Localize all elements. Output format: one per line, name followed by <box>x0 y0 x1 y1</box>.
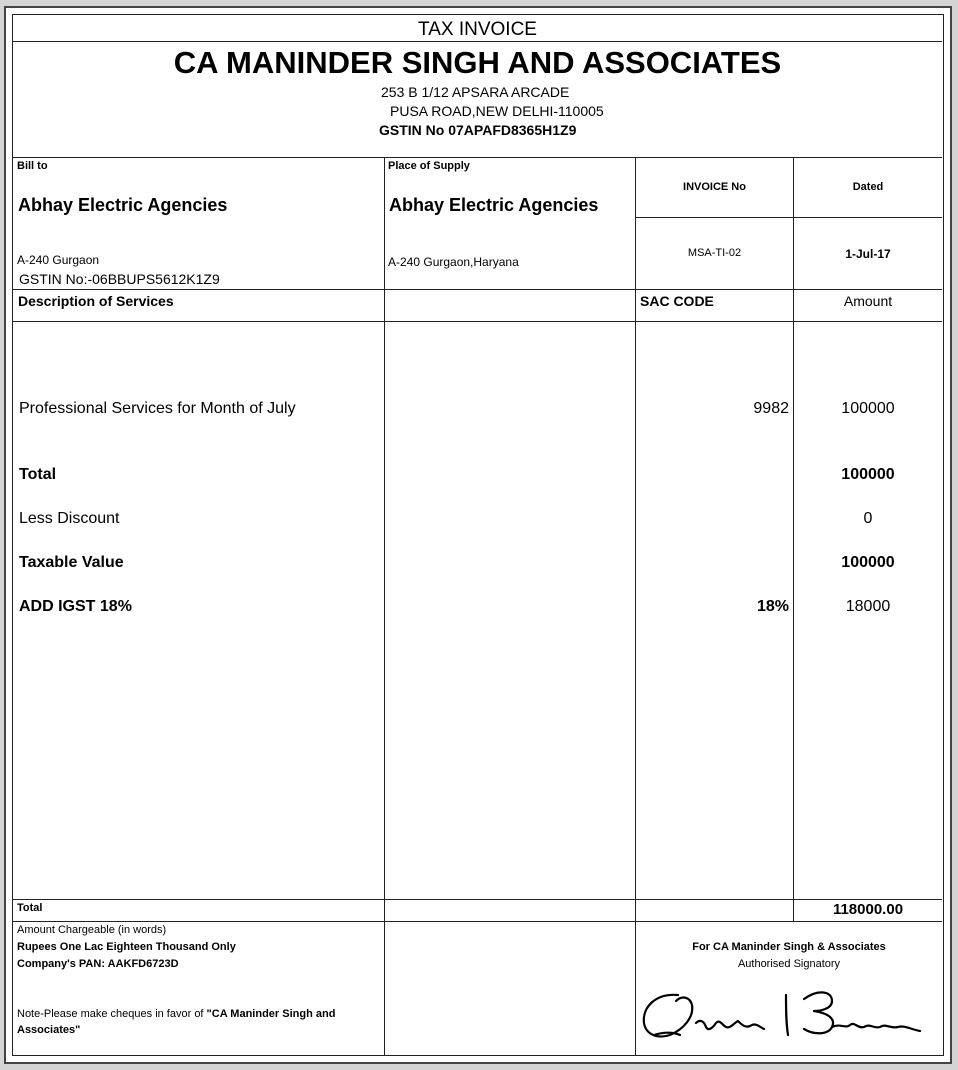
divider <box>13 157 942 158</box>
divider <box>13 921 942 922</box>
row-description: Less Discount <box>19 510 120 527</box>
col-description-header: Description of Services <box>18 293 174 309</box>
invoice-inner-frame <box>12 14 944 1056</box>
place-of-supply-address: A-240 Gurgaon,Haryana <box>388 255 519 269</box>
row-sac: 18% <box>756 598 789 615</box>
row-amount: 100000 <box>841 400 895 417</box>
row-amount: 100000 <box>841 554 895 571</box>
bill-to-gstin: GSTIN No:-06BBUPS5612K1Z9 <box>19 271 220 287</box>
note-text: Note-Please make cheques in favor of <box>17 1008 207 1020</box>
row-sac: 9982 <box>753 400 789 417</box>
place-of-supply-label: Place of Supply <box>388 160 470 172</box>
company-address-line2: PUSA ROAD,NEW DELHI-110005 <box>390 103 604 119</box>
invoice-number-label: INVOICE No <box>683 181 746 193</box>
company-name: CA MANINDER SINGH AND ASSOCIATES <box>173 45 782 80</box>
row-description: ADD IGST 18% <box>19 598 132 615</box>
company-gstin: GSTIN No 07APAFD8365H1Z9 <box>379 122 577 138</box>
doc-title: TAX INVOICE <box>418 19 537 40</box>
divider <box>384 157 385 1055</box>
bill-to-name: Abhay Electric Agencies <box>18 195 228 215</box>
signature-icon <box>636 973 942 1055</box>
bill-to-label: Bill to <box>17 160 48 172</box>
row-amount: 18000 <box>845 598 891 615</box>
invoice-number: MSA-TI-02 <box>687 247 742 259</box>
amount-words-label: Amount Chargeable (in words) <box>17 924 167 936</box>
row-description: Total <box>19 466 57 483</box>
invoice-date: 1-Jul-17 <box>845 247 891 261</box>
col-amount-header: Amount <box>843 293 893 309</box>
divider <box>793 157 794 921</box>
company-address-line1: 253 B 1/12 APSARA ARCADE <box>381 84 570 100</box>
divider <box>636 217 942 218</box>
invoice-outer-frame <box>4 6 952 1064</box>
company-pan: Company's PAN: AAKFD6723D <box>17 958 179 970</box>
note-payee: "CA Maninder Singh and Associates" <box>17 1008 336 1036</box>
dated-label: Dated <box>852 181 884 193</box>
divider <box>13 899 942 900</box>
row-description: Taxable Value <box>19 554 124 571</box>
divider <box>13 321 942 322</box>
grand-total-label: Total <box>17 902 43 914</box>
divider <box>13 41 942 42</box>
row-description: Professional Services for Month of July <box>19 400 296 417</box>
divider <box>13 289 942 290</box>
cheque-note <box>17 1006 377 1038</box>
amount-in-words: Rupees One Lac Eighteen Thousand Only <box>17 941 236 953</box>
row-amount: 0 <box>863 510 873 527</box>
bill-to-address: A-240 Gurgaon <box>17 253 100 267</box>
for-company: For CA Maninder Singh & Associates <box>692 941 886 953</box>
col-sac-header: SAC CODE <box>640 293 714 309</box>
place-of-supply-name: Abhay Electric Agencies <box>389 195 599 215</box>
grand-total-amount: 118000.00 <box>832 901 904 918</box>
row-amount: 100000 <box>841 466 895 483</box>
authorised-signatory: Authorised Signatory <box>737 958 841 970</box>
